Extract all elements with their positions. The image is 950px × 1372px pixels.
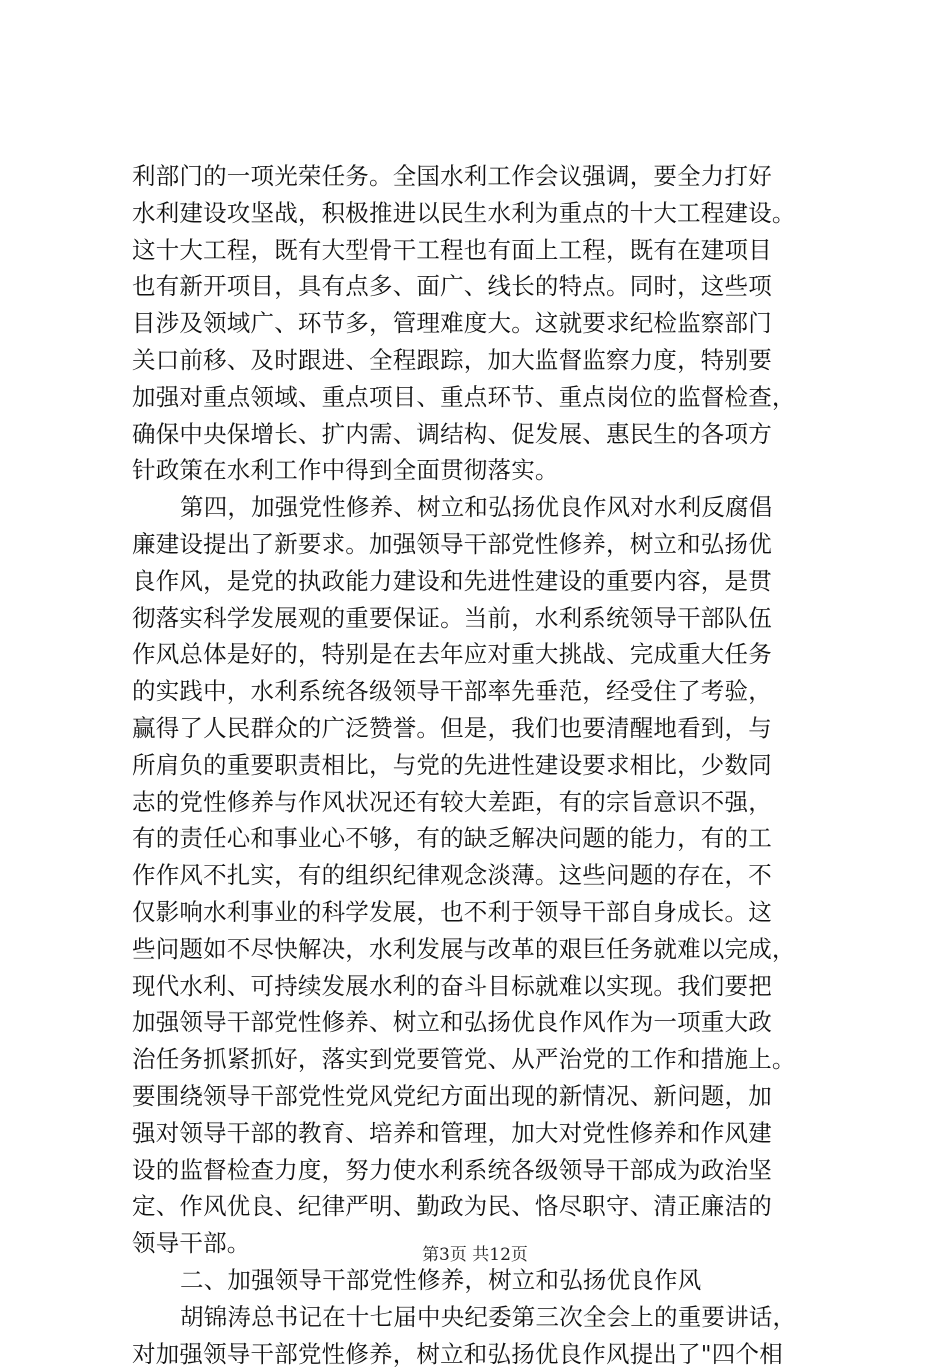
text-line: 利部门的一项光荣任务。全国水利工作会议强调，要全力打好 [132,158,852,195]
text-line: 定、作风优良、纪律严明、勤政为民、恪尽职守、清正廉洁的 [132,1188,852,1225]
paragraph-start-line: 胡锦涛总书记在十七届中央纪委第三次全会上的重要讲话， [132,1299,852,1336]
body-text [132,158,852,1372]
text-line: 廉建设提出了新要求。加强领导干部党性修养，树立和弘扬优 [132,526,852,563]
text-line: 关口前移、及时跟进、全程跟踪，加大监督监察力度，特别要 [132,342,852,379]
section-heading: 二、加强领导干部党性修养，树立和弘扬优良作风 [132,1262,852,1299]
text-line: 水利建设攻坚战，积极推进以民生水利为重点的十大工程建设。 [132,195,852,232]
text-line: 些问题如不尽快解决，水利发展与改革的艰巨任务就难以完成， [132,931,852,968]
text-line: 所肩负的重要职责相比，与党的先进性建设要求相比，少数同 [132,747,852,784]
text-line: 作作风不扎实，有的组织纪律观念淡薄。这些问题的存在，不 [132,857,852,894]
page-number-footer: 第3页 共12页 [0,1240,950,1265]
text-line: 这十大工程，既有大型骨干工程也有面上工程，既有在建项目 [132,232,852,269]
paragraph-start-line: 第四，加强党性修养、树立和弘扬优良作风对水利反腐倡 [132,489,852,526]
text-line: 仅影响水利事业的科学发展，也不利于领导干部自身成长。这 [132,894,852,931]
text-line: 也有新开项目，具有点多、面广、线长的特点。同时，这些项 [132,268,852,305]
text-line: 设的监督检查力度，努力使水利系统各级领导干部成为政治坚 [132,1152,852,1189]
text-line: 对加强领导干部党性修养，树立和弘扬优良作风提出了"四个相 [132,1336,852,1372]
text-line: 有的责任心和事业心不够，有的缺乏解决问题的能力，有的工 [132,820,852,857]
text-line: 确保中央保增长、扩内需、调结构、促发展、惠民生的各项方 [132,416,852,453]
text-line: 目涉及领域广、环节多，管理难度大。这就要求纪检监察部门 [132,305,852,342]
text-line: 加强领导干部党性修养、树立和弘扬优良作风作为一项重大政 [132,1004,852,1041]
text-line: 要围绕领导干部党性党风党纪方面出现的新情况、新问题，加 [132,1078,852,1115]
text-line: 针政策在水利工作中得到全面贯彻落实。 [132,452,852,489]
text-line: 赢得了人民群众的广泛赞誉。但是，我们也要清醒地看到，与 [132,710,852,747]
text-line: 的实践中，水利系统各级领导干部率先垂范，经受住了考验， [132,673,852,710]
text-line: 加强对重点领域、重点项目、重点环节、重点岗位的监督检查， [132,379,852,416]
text-line: 作风总体是好的，特别是在去年应对重大挑战、完成重大任务 [132,636,852,673]
text-line: 强对领导干部的教育、培养和管理，加大对党性修养和作风建 [132,1115,852,1152]
text-line: 志的党性修养与作风状况还有较大差距，有的宗旨意识不强， [132,784,852,821]
text-line: 良作风，是党的执政能力建设和先进性建设的重要内容，是贯 [132,563,852,600]
text-line: 领导干部。 [132,1225,852,1262]
text-line: 治任务抓紧抓好，落实到党要管党、从严治党的工作和措施上。 [132,1041,852,1078]
text-line: 彻落实科学发展观的重要保证。当前，水利系统领导干部队伍 [132,600,852,637]
text-line: 现代水利、可持续发展水利的奋斗目标就难以实现。我们要把 [132,968,852,1005]
